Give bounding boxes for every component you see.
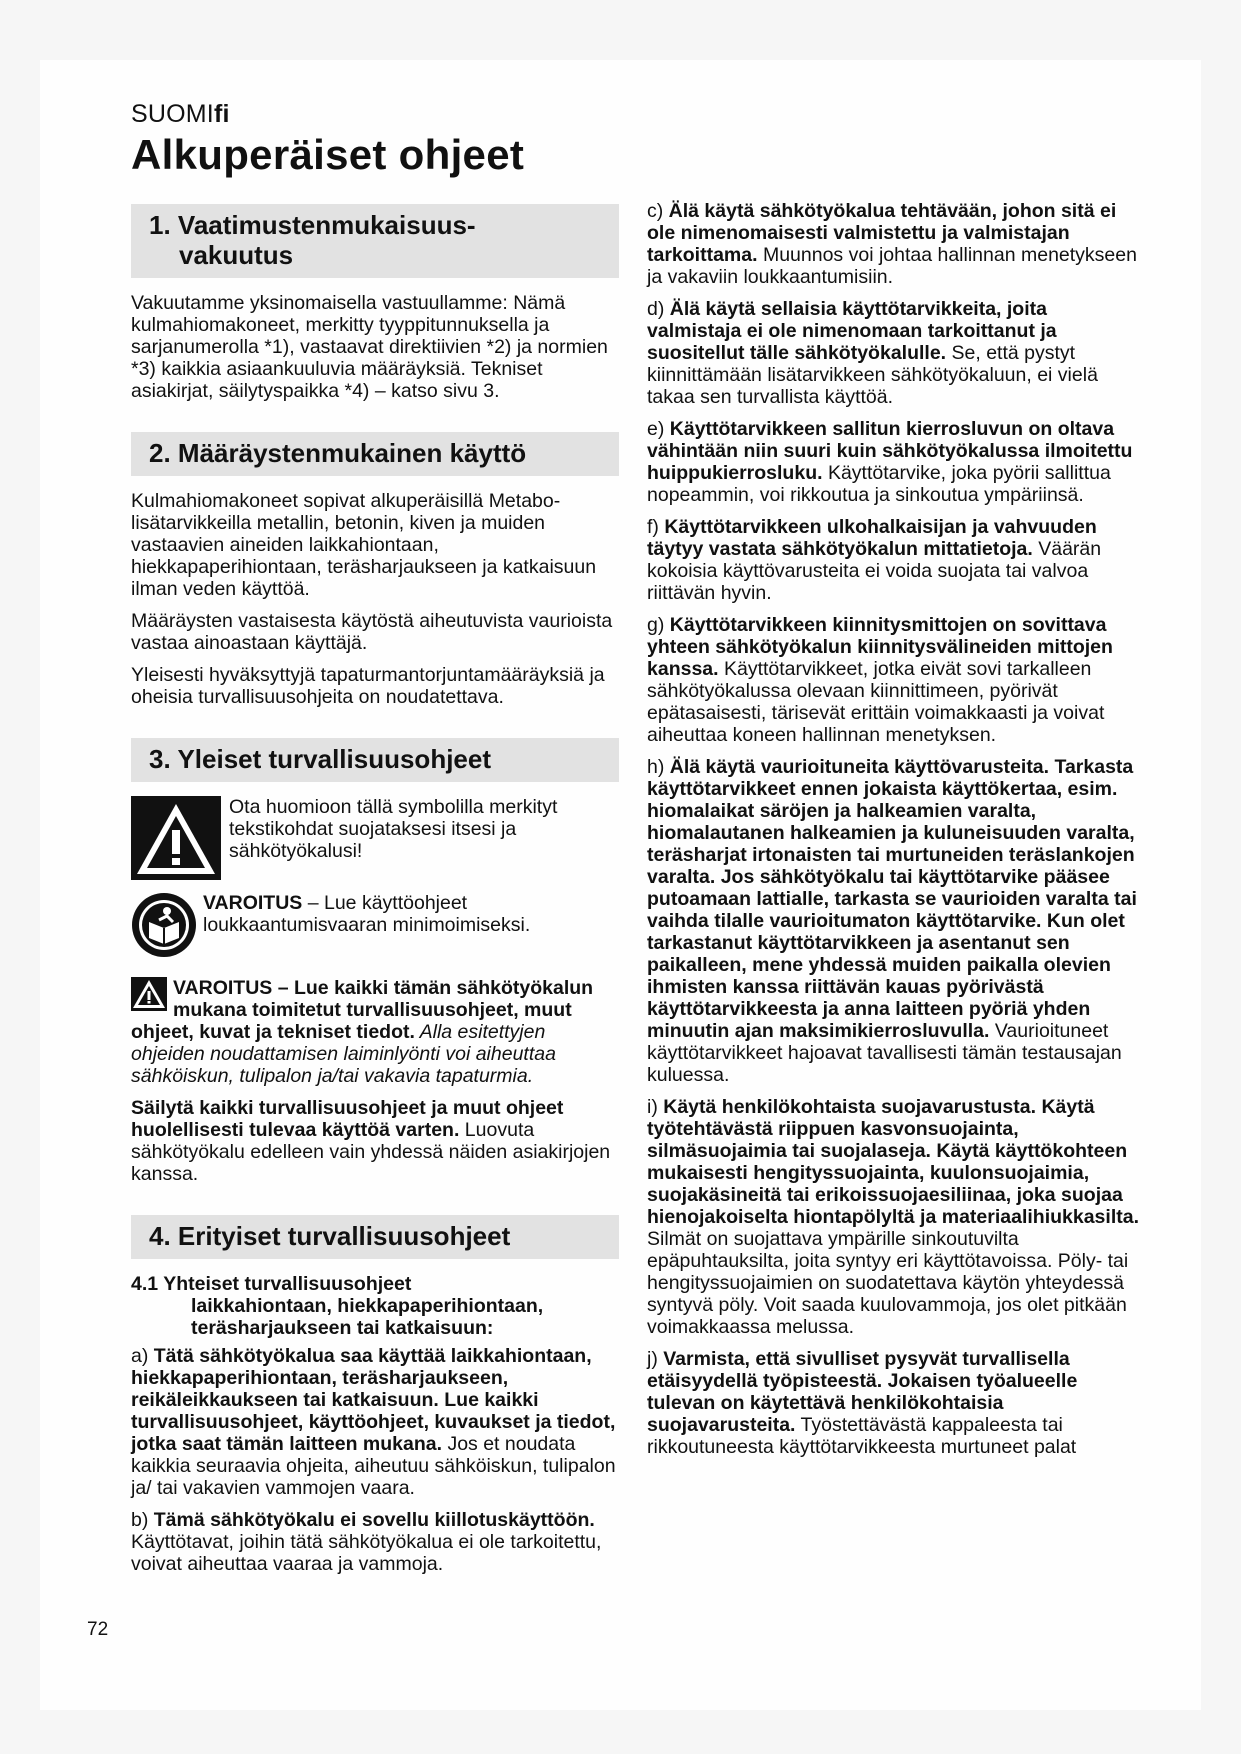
symbol-note-text: Ota huomioon tällä symbolilla merkityt tekstikohdat suojataksesi itsesi ja sähkötyökalusi! <box>229 796 558 862</box>
item-a: a) Tätä sähkötyökalua saa käyttää laikkahiontaan, hiekkapaperihiontaan, teräsharjaukseen, reikäleikkaukseen tai katkaisuun. Lue kaikki turvallisuusohjeet, käyttöohjeet, kuvaukset ja tiedot, jotka saat tämän laitteen mukana. Jos et noudata kaikkia seuraavia ohjeita, aiheutuu sähköiskun, tulipalon ja/ tai vakavien vammojen vaara. <box>131 1345 616 1499</box>
section-2-paragraph-1: Kulmahiomakoneet sopivat alkuperäisillä Metabo-lisätarvikkeilla metallin, betonin, kiven ja muiden vastaavien aineiden laikkahiontaan, hiekkapaperihiontaan, teräsharjaukseen ja katkaisuun ilman veden käyttöä. <box>131 490 597 600</box>
item-i: i) Käytä henkilökohtaista suojavarustusta. Käytä työtehtävästä riippuen kasvonsuojainta, silmäsuojaimia tai suojalaseja. Käytä käyttökohteen mukaisesti hengityssuojainta, kuulonsuojaimia, suojakäsineitä tai erikoissuojaesiliinaa, joka suojaa hienojakoiselta hiontapölyltä ja materiaalihiukkasilta. Silmät on suojattava ympärille sinkoutuvilta epäpuhtauksilta, joita syntyy eri käyttötavoissa. Pöly- tai hengityssuojaimien on suodatettava käytön yhteydessä syntyvä pöly. Voit saada kuulovammoja, jos olet pitkään voimakkaassa melussa. <box>647 1096 1139 1338</box>
symbol-note <box>131 796 619 880</box>
warning-read-manual <box>131 892 619 963</box>
warning-small-icon <box>131 977 167 1011</box>
warning-triangle-icon <box>131 796 221 880</box>
item-f: f) Käyttötarvikkeen ulkohalkaisijan ja vahvuuden täytyy vastata sähkötyökalun mittatietoja. Väärän kokoisia käyttövarusteita ei voida suojata tai valvoa riittävän hyvin. <box>647 516 1102 604</box>
item-g: g) Käyttötarvikkeen kiinnitysmittojen on sovittava yhteen sähkötyökalun kiinnitysvälineiden mittojen kanssa. Käyttötarvikkeet, jotka eivät sovi tarkalleen sähkötyökalussa olevaan kiinnittimeen, pyörivät epätasaisesti, tärisevät erittäin voimakkaasti ja voivat aiheuttaa koneen hallinnan menetyksen. <box>647 614 1113 746</box>
right-column <box>647 200 1143 1468</box>
document-title: Alkuperäiset ohjeet <box>131 131 525 178</box>
item-h: h) Älä käytä vaurioituneita käyttövarusteita. Tarkasta käyttötarvikkeet ennen jokaista käyttökertaa, esim. hiomalaikat säröjen ja halkeamien varalta, hiomalautanen halkeamien ja kuluneisuuden varalta, teräsharjat irtonaisten tai murtuneiden teräslankojen varalta. Jos sähkötyökalu tai käyttötarvike pääsee putoamaan lattialle, tarkasta se vaurioiden varalta tai vaihda tilalle vaurioitumaton käyttötarvike. Kun olet tarkastanut käyttötarvikkeen ja asentanut sen paikalleen, mene yhdessä muiden paikalla olevien ihmisten kanssa riittävän kauas pyörivästä käyttötarvikkeesta ja anna laitteen pyöriä yhden minuutin ajan maksimikierrosluvulla. Vaurioituneet käyttötarvikkeet hajoavat tavallisesti tämän testausajan kuluessa. <box>647 756 1137 1086</box>
warning-read-manual-text: VAROITUS – Lue käyttöohjeet loukkaantumisvaaran minimoimiseksi. <box>203 892 531 936</box>
keep-instructions: Säilytä kaikki turvallisuusohjeet ja muut ohjeet huolellisesti tulevaa käyttöä varten. Luovuta sähkötyökalu edelleen vain yhdessä näiden asiakirjojen kanssa. <box>131 1097 611 1185</box>
warning-read-all: VAROITUS – Lue kaikki tämän sähkötyökalun mukana toimitetut turvallisuusohjeet, muut ohjeet, kuvat ja tekniset tiedot. Alla esitettyjen ohjeiden noudattamisen laiminlyönti voi aiheuttaa sähköiskun, tulipalon ja/tai vakavia tapaturmia. <box>131 977 594 1087</box>
section-2-paragraph-3: Yleisesti hyväksyttyjä tapaturmantorjuntamääräyksiä ja oheisia turvallisuusohjeita on noudatettava. <box>131 664 605 708</box>
item-b: b) Tämä sähkötyökalu ei sovellu kiillotuskäyttöön. Käyttötavat, joihin tätä sähkötyökalua ei ole tarkoitettu, voivat aiheuttaa vaaraa ja vammoja. <box>131 1509 602 1575</box>
section-3-heading: 3. Yleiset turvallisuusohjeet <box>131 738 619 782</box>
language-name: SUOMI <box>131 100 214 128</box>
left-column <box>131 204 619 1585</box>
section-4-heading: 4. Erityiset turvallisuusohjeet <box>131 1215 619 1259</box>
section-2-paragraph-2: Määräysten vastaisesta käytöstä aiheutuvista vaurioista vastaa ainoastaan käyttäjä. <box>131 610 613 654</box>
language-label <box>131 100 230 129</box>
subsection-4-1-heading: 4.1 Yhteiset turvallisuusohjeet laikkahiontaan, hiekkapaperihiontaan, teräsharjaukseen tai katkaisuun: <box>131 1273 544 1339</box>
item-d: d) Älä käytä sellaisia käyttötarvikkeita, joita valmistaja ei ole nimenomaan tarkoittanut ja suositellut tälle sähkötyökalulle. Se, että pystyt kiinnittämään lisätarvikkeen sähkötyökaluun, ei vielä takaa sen turvallista käyttöä. <box>647 298 1098 408</box>
section-2-heading: 2. Määräystenmukainen käyttö <box>131 432 619 476</box>
read-manual-icon <box>131 892 197 963</box>
item-c: c) Älä käytä sähkötyökalua tehtävään, johon sitä ei ole nimenomaisesti valmistettu ja valmistajan tarkoittama. Muunnos voi johtaa hallinnan menetykseen ja vakaviin loukkaantumisiin. <box>647 200 1137 288</box>
section-1-heading: 1. Vaatimustenmukaisuus- vakuutus <box>131 204 619 278</box>
section-1-body: Vakuutamme yksinomaisella vastuullamme: Nämä kulmahiomakoneet, merkitty tyyppitunnuksella ja sarjanumerolla *1), vastaavat direktiivien *2) ja normien *3) kaikkia asiaankuuluvia määräyksiä. Tekniset asiakirjat, säilytyspaikka *4) – katso sivu 3. <box>131 292 608 402</box>
item-e: e) Käyttötarvikkeen sallitun kierrosluvun on oltava vähintään niin suuri kuin sähkötyökalussa ilmoitettu huippukierrosluku. Käyttötarvike, joka pyörii sallittua nopeammin, voi rikkoutua ja sinkoutua ympäriinsä. <box>647 418 1133 506</box>
page-number: 72 <box>87 1619 109 1640</box>
language-code: fi <box>213 100 230 128</box>
item-j: j) Varmista, että sivulliset pysyvät turvallisella etäisyydellä työpisteestä. Jokaisen työalueelle tulevan on käytettävä henkilökohtaisia suojavarusteita. Työstettävästä kappaleesta tai rikkoutuneesta käyttötarvikkeesta murtuneet palat <box>647 1348 1078 1458</box>
